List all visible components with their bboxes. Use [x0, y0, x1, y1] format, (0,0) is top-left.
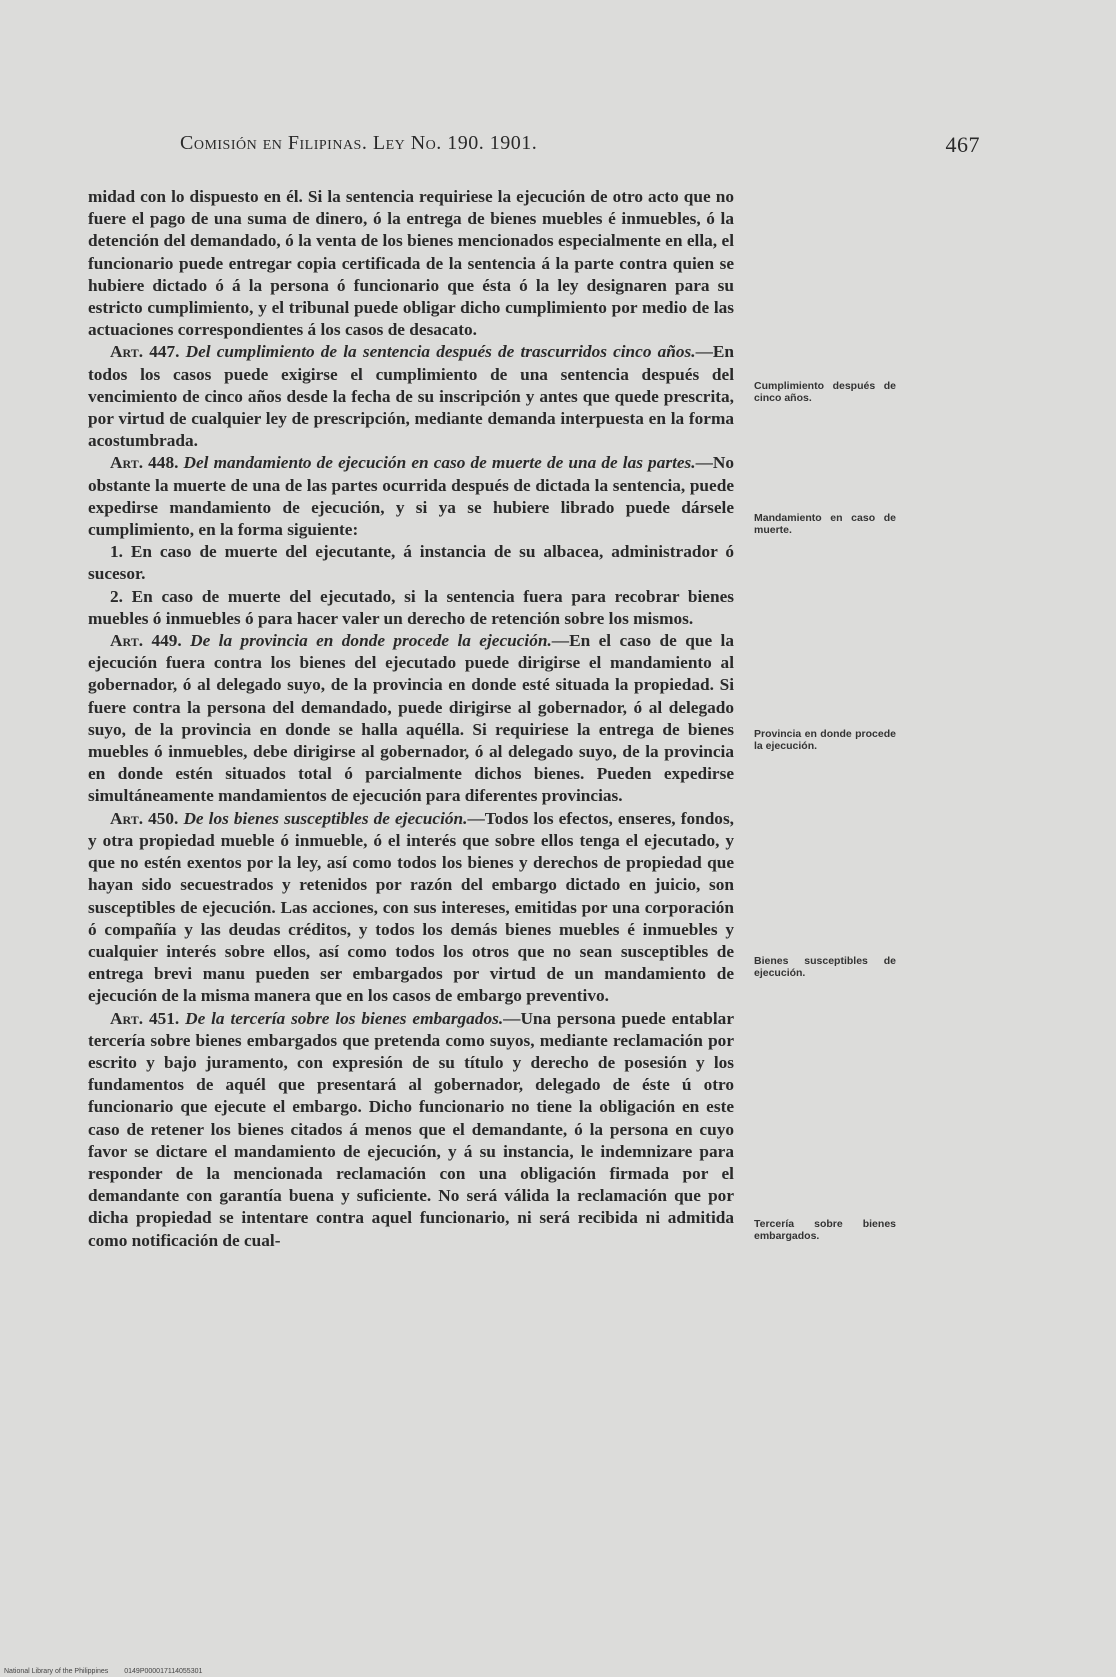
- footer-library: National Library of the Philippines: [4, 1668, 109, 1675]
- footer-code: 0149P000017114055301: [124, 1668, 203, 1675]
- article-text: —En el caso de que la ejecución fuera contra los bienes del ejecutado puede dirigirse el mandamiento al gobernador, ó al delegado suyo, de la provincia en donde esté situada la propiedad. Si fuere contra la persona del demandado, puede dirigirse al gobernador, ó al delegado suyo, de la provincia en donde se halla aquélla. Si requiriese la entrega de bienes muebles ó inmuebles, debe dirigirse al gobernador, ó al delegado suyo, de la provincia en donde estén situados total ó parcialmente dichos bienes. Pueden expedirse simultáneamente mandamientos de ejecución para diferentes provincias.: [88, 631, 734, 806]
- article-text: —En todos los casos puede exigirse el cumplimiento de una sentencia después del vencimiento de cinco años desde la fecha de su inscripción y antes que quede prescrita, por virtud de cualquier ley de prescripción, mediante demanda interpuesta en la forma acostumbrada.: [88, 342, 734, 451]
- paragraph-intro: midad con lo dispuesto en él. Si la sentencia requiriese la ejecución de otro acto que no fuere el pago de una suma de dinero, ó la entrega de bienes muebles é inmuebles, ó la detención del demandado, ó la venta de los bienes mencionados especialmente en ella, el funcionario puede entregar copia certificada de la sentencia á la parte contra quien se hubiere dictado ó á la persona ó funcionario que ésta ó la ley designaren para su estricto cumplimiento, y el tribunal puede obligar dicho cumplimiento por medio de las actuaciones correspondientes á los casos de desacato.: [88, 187, 734, 340]
- article-number: Art. 449.: [110, 631, 182, 651]
- margin-note-450: Bienes susceptibles de ejecución.: [754, 955, 896, 979]
- scan-footer: [4, 1668, 216, 1677]
- margin-note-451: Tercería sobre bienes embargados.: [754, 1218, 896, 1242]
- margin-note-447: Cumplimiento después de cinco años.: [754, 380, 896, 404]
- article-number: Art. 447.: [110, 342, 180, 362]
- article-447: [88, 341, 734, 452]
- article-449: [88, 630, 734, 808]
- article-text: —No obstante la muerte de una de las partes ocurrida después de dictada la sentencia, puede expedirse mandamiento de ejecución, y si ya se hubiere librado puede dársele cumplimiento, en la forma siguiente:: [88, 453, 734, 540]
- margin-note-449: Provincia en donde procede la ejecución.: [754, 728, 896, 752]
- article-text: —Una persona puede entablar tercería sobre bienes embargados que pretenda como suyos, mediante reclamación por escrito y bajo juramento, con expresión de su título y derecho de posesión y los fundamentos de aquél que presentará al gobernador, delegado de éste ú otro funcionario que ejecute el embargo. Dicho funcionario no tiene la obligación en este caso de retener los bienes citados á menos que el demandante, ó la persona en cuyo favor se dictare el mandamiento de ejecución, y á su instancia, le indemnizare para responder de la mencionada reclamación con una obligación firmada por el demandante con garantía buena y suficiente. No será válida la reclamación que por dicha propiedad se intentare contra aquel funcionario, ni será recibida ni admitida como notificación de cual-: [88, 1008, 734, 1250]
- article-number: Art. 448.: [110, 453, 179, 473]
- article-448-item-1: 1. En caso de muerte del ejecutante, á instancia de su albacea, administrador ó sucesor.: [88, 542, 734, 584]
- article-title: De los bienes susceptibles de ejecución.: [183, 808, 468, 828]
- article-title: Del cumplimiento de la sentencia después de trascurridos cinco años.: [185, 342, 696, 362]
- article-number: Art. 451.: [110, 1008, 180, 1028]
- article-448: [88, 452, 734, 541]
- running-head: Comisión en Filipinas. Ley No. 190. 1901.: [180, 132, 538, 154]
- article-number: Art. 450.: [110, 808, 179, 828]
- article-451: [88, 1008, 734, 1252]
- article-title: De la provincia en donde procede la ejecución.: [190, 631, 552, 651]
- article-448-item-2: 2. En caso de muerte del ejecutado, si la sentencia fuera para recobrar bienes muebles ó inmuebles ó para hacer valer un derecho de retención sobre los mismos.: [88, 586, 734, 628]
- article-title: De la tercería sobre los bienes embargados.: [185, 1008, 504, 1028]
- margin-note-448: Mandamiento en caso de muerte.: [754, 512, 896, 536]
- article-title: Del mandamiento de ejecución en caso de muerte de una de las partes.: [183, 453, 696, 473]
- article-450: [88, 808, 734, 1008]
- page-header: [180, 132, 980, 162]
- article-text: —Todos los efectos, enseres, fondos, y otra propiedad mueble ó inmueble, ó el interés que sobre ellos tenga el ejecutado, y que no estén exentos por la ley, así como todos los bienes y derechos de propiedad que hayan sido secuestrados y retenidos por razón del embargo dictado en juicio, son susceptibles de ejecución. Las acciones, con sus intereses, emitidas por una corporación ó compañía y las deudas créditos, y todos los demás bienes muebles é inmuebles y cualquier interés sobre ellos, así como todos los otros que no sean susceptibles de entrega brevi manu pueden ser embargados por virtud de un mandamiento de ejecución de la misma manera que en los casos de embargo preventivo.: [88, 808, 734, 1006]
- body-text: [88, 186, 734, 1252]
- page-number: 467: [945, 132, 980, 157]
